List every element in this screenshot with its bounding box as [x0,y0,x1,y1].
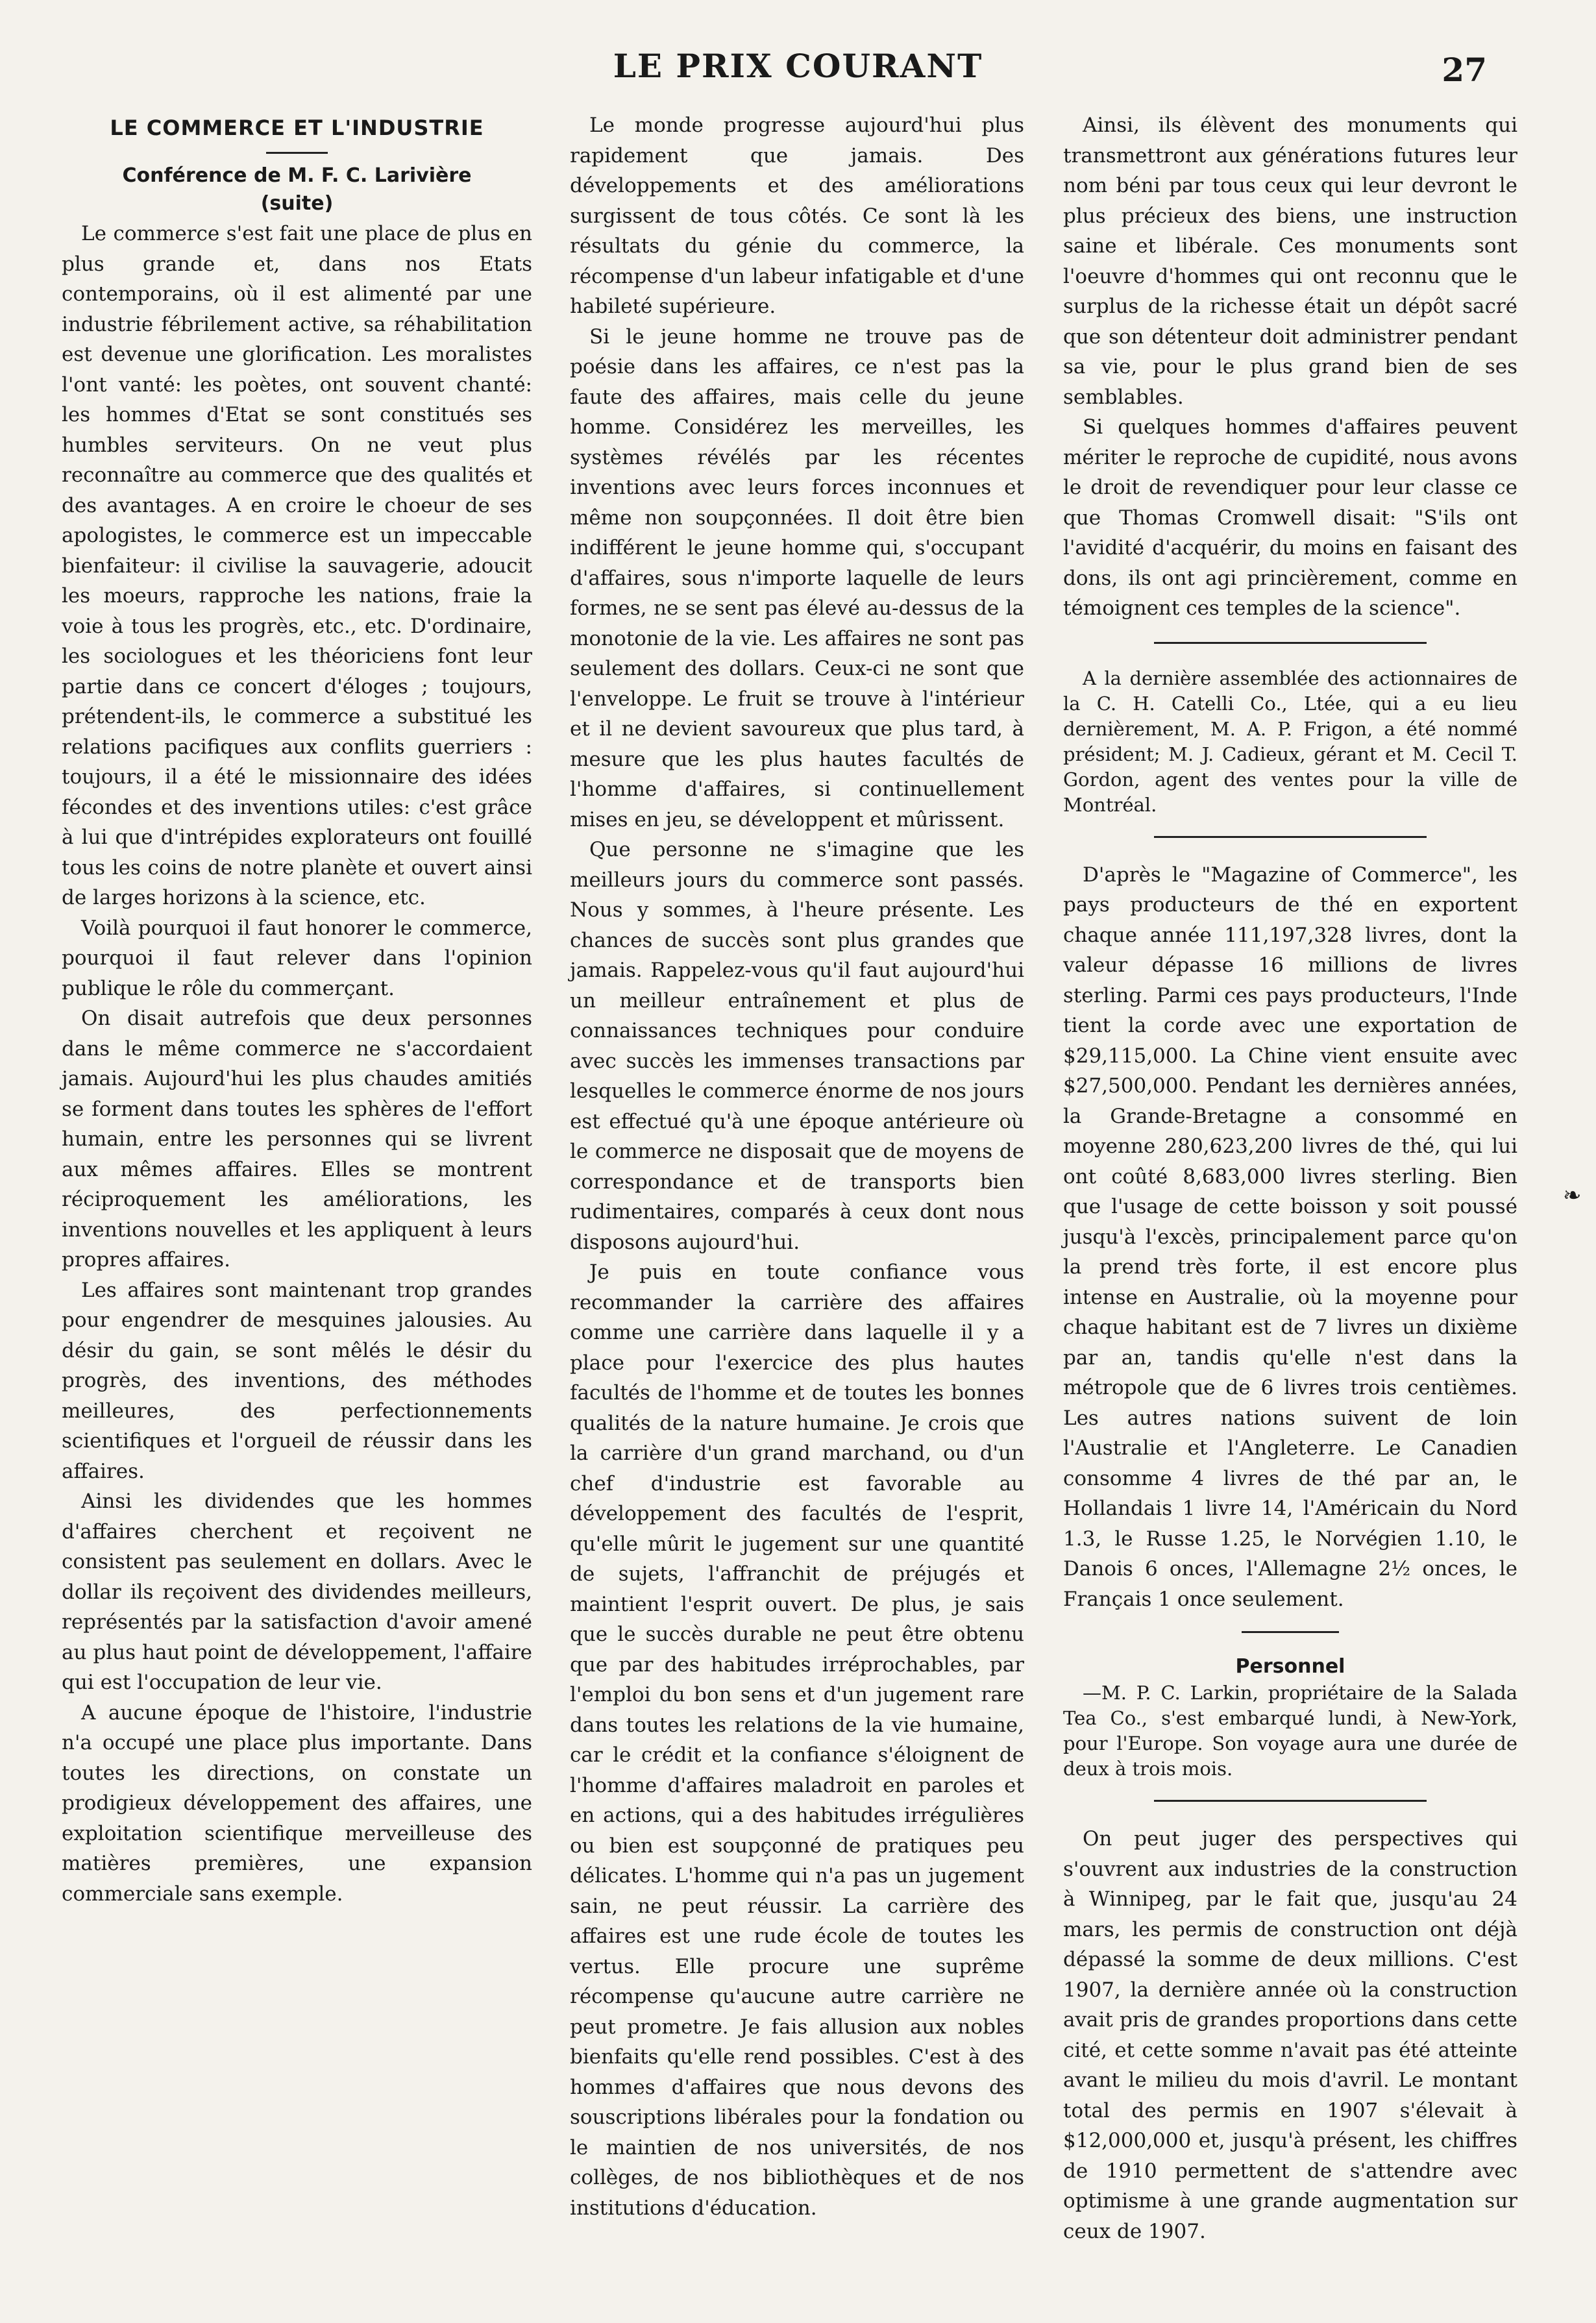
article-paragraph: Voilà pourquoi il faut honorer le commerce, pourquoi il faut relever dans l'opinion publique le rôle du commerçant. [62,916,532,1000]
personnel-text: —M. P. C. Larkin, propriétaire de la Salada Tea Co., s'est embarqué lundi, à New-York, pour l'Europe. Son voyage aura une durée de deux à trois mois. [1063,1682,1517,1780]
article-paragraph: Si le jeune homme ne trouve pas de poésie dans les affaires, ce n'est pas la faute des affaires, mais celle du jeune homme. Considérez les merveilles, les systèmes révélés par les récentes inventions avec leurs forces inconnues et même non soupçonnées. Il doit être bien indifférent le jeune homme qui, s'occupant d'affaires, sous n'importe laquelle de leurs formes, ne se sent pas élevé au-dessus de la monotonie de la vie. Les affaires ne sont pas seulement des dollars. Ceux-ci ne sont que l'enveloppe. Le fruit se trouve à l'intérieur et il ne devient savoureux que plus tard, à mesure que les plus hautes facultés de l'homme d'affaires, si continuellement mises en jeu, se développent et mûrissent. [570,325,1024,831]
article-paragraph: Le monde progresse aujourd'hui plus rapidement que jamais. Des développements et des améliorations surgissent de tous côtés. Ce sont là les résultats du génie du commerce, la récompense d'un labeur infatigable et d'une habileté supérieure. [570,114,1024,318]
column-3 [1063,110,1517,2246]
article-paragraph: Je puis en toute confiance vous recommander la carrière des affaires comme une carrière dans laquelle il y a place pour l'exercice des plus hautes facultés de l'homme et de toutes les bonnes qualités de la nature humaine. Je crois que la carrière d'un grand marchand, ou d'un chef d'industrie est favorable au développement des facultés de l'esprit, qu'elle mûrit le jugement sur une quantité de sujets, l'affranchit de préjugés et maintient l'esprit ouvert. De plus, je sais que le succès durable ne peut être obtenu que par des habitudes irréprochables, par l'emploi du bon sens et d'un jugement rare dans toutes les relations de la vie humaine, car le crédit et la confiance s'éloignent de l'homme d'affaires maladroit en paroles et en actions, qui a des habitudes irrégulières ou bien est soupçonné de pratiques peu délicates. L'homme qui n'a pas un jugement sain, ne peut réussir. La carrière des affaires est une rude école de toutes les vertus. Elle procure une suprême récompense qu'aucune autre carrière ne peut prometre. Je fais allusion aux nobles bienfaits qu'elle rend possibles. C'est à des hommes d'affaires que nous devons des souscriptions libérales pour la fondation ou le maintien de nos universités, de nos collèges, de nos bibliothèques et de nos institutions d'éducation. [570,1260,1024,2220]
article-paragraph: A aucune époque de l'histoire, l'industrie n'a occupé une place plus importante. Dans toutes les directions, on constate un prodigieux développement des affaires, une exploitation scientifique merveilleuse des matières premières, une expansion commerciale sans exemple. [62,1701,532,1906]
section-rule [1242,1631,1339,1633]
fleuron-ornament-icon: ❧ [1563,1183,1582,1209]
article-title: LE COMMERCE ET L'INDUSTRIE [110,116,484,140]
notice-catelli: A la dernière assemblée des actionnaires de la C. H. Catelli Co., Ltée, qui a eu lieu dernièrement, M. A. P. Frigon, a été nommé président; M. J. Cadieux, gérant et M. Cecil T. Gordon, agent des ventes pour la ville de Montréal. [1063,667,1517,816]
personnel-heading: Personnel [1235,1655,1345,1678]
article-paragraph: Les affaires sont maintenant trop grandes pour engendrer de mesquines jalousies. Au désir du gain, se sont mêlés le désir du progrès, des inventions, des méthodes meilleures, des perfectionnements scientifiques et l'orgueil de réussir dans les affaires. [62,1278,532,1483]
article-paragraph: Si quelques hommes d'affaires peuvent mériter le reproche de cupidité, nous avons le droit de revendiquer pour leur classe ce que Thomas Cromwell disait: "S'ils ont l'avidité d'acquérir, du moins en faisant des dons, ils ont agi princièrement, comme en témoignent ces temples de la science". [1063,415,1517,620]
article-paragraph: Ainsi, ils élèvent des monuments qui transmettront aux générations futures leur nom béni par tous ceux qui leur devront le plus précieux des biens, une instruction saine et libérale. Ces monuments sont l'oeuvre d'hommes qui ont reconnu que le surplus de la richesse était un dépôt sacré que son détenteur doit administrer pendant sa vie, pour le plus grand bien de ses semblables. [1063,114,1517,409]
notice-winnipeg: On peut juger des perspectives qui s'ouvrent aux industries de la construction à Winnipeg, par le fait que, jusqu'au 24 mars, les permis de construction ont déjà dépassé la somme de deux millions. C'est 1907, la dernière année où la construction avait pris de grandes proportions dans cette cité, et cette somme n'avait pas été atteinte avant le milieu du mois d'avril. Le montant total des permis en 1907 s'élevait à $12,000,000 et, jusqu'à présent, les chiffres de 1910 permettent de s'attendre avec optimisme à une grande augmentation sur ceux de 1907. [1063,1827,1517,2243]
column-2 [570,110,1024,2223]
running-title: LE PRIX COURANT [613,47,983,85]
article-paragraph: Ainsi les dividendes que les hommes d'affaires cherchent et reçoivent ne consistent pas seulement en dollars. Avec le dollar ils reçoivent des dividendes meilleurs, représentés par la satisfaction d'avoir amené au plus haut point de développement, l'affaire qui est l'occupation de leur vie. [62,1490,532,1694]
article-continued: (suite) [260,192,334,215]
article-subtitle: Conférence de M. F. C. Larivière [122,164,472,187]
page-header [0,47,1596,92]
section-rule [1154,836,1427,838]
article-paragraph: Que personne ne s'imagine que les meilleurs jours du commerce sont passés. Nous y sommes, à l'heure présente. Les chances de succès sont plus grandes que jamais. Rappelez-vous qu'il faut aujourd'hui un meilleur entraînement et plus de connaissances techniques pour conduire avec succès les immenses transactions par lesquelles le commerce énorme de nos jours est effectué qu'à une époque antérieure où le commerce ne disposait que de moyens de correspondance et de transports bien rudimentaires, comparés à ceux dont nous disposons aujourd'hui. [570,838,1024,1254]
section-rule [1154,642,1427,644]
notice-tea: D'après le "Magazine of Commerce", les pays producteurs de thé en exportent chaque année 111,197,328 livres, dont la valeur dépasse 16 millions de livres sterling. Parmi ces pays producteurs, l'Inde tient la corde avec une exportation de $29,115,000. La Chine vient ensuite avec $27,500,000. Pendant les dernières années, la Grande-Bretagne a consommé en moyenne 280,623,200 livres de thé, qui lui ont coûté 8,683,000 livres sterling. Bien que l'usage de cette boisson y soit poussé jusqu'à l'excès, principalement parce qu'on la prend très forte, il est encore plus intense en Australie, où la moyenne pour chaque habitant est de 7 livres un dixième par an, tandis qu'elle n'est dans la métropole que de 6 livres trois centièmes. Les autres nations suivent de loin l'Australie et l'Angleterre. Le Canadien consomme 4 livres de thé par an, le Hollandais 1 livre 14, l'Américain du Nord 1.3, le Russe 1.25, le Norvégien 1.10, le Danois 6 onces, l'Allemagne 2½ onces, le Français 1 once seulement. [1063,863,1517,1611]
article-paragraph: On disait autrefois que deux personnes dans le même commerce ne s'accordaient jamais. Aujourd'hui les plus chaudes amitiés se forment dans toutes les sphères de l'effort humain, entre les personnes qui se livrent aux mêmes affaires. Elles se montrent réciproquement les améliorations, les inventions nouvelles et les appliquent à leurs propres affaires. [62,1007,532,1272]
column-1 [62,110,532,1909]
title-rule [266,152,328,154]
article-paragraph: Le commerce s'est fait une place de plus en plus grande et, dans nos Etats contemporains, où il est alimenté par une industrie fébrilement active, sa réhabilitation est devenue une glorification. Les moralistes l'ont vanté: les poètes, ont souvent chanté: les hommes d'Etat se sont constitués ses humbles serviteurs. On ne veut plus reconnaître au commerce que des qualités et des avantages. A en croire le choeur de ses apologistes, le commerce est un impeccable bienfaiteur: il civilise la sauvagerie, adoucit les moeurs, rapproche les nations, fraie la voie à tous les progrès, etc., etc. D'ordinaire, les sociologues et les théoriciens font leur partie dans ce concert d'éloges ; toujours, prétendent-ils, le commerce a substitué les relations pacifiques aux conflits guerriers : toujours, il a été le missionnaire des idées fécondes et des inventions utiles: c'est grâce à lui que d'intrépides explorateurs ont fouillé tous les coins de notre planète et ouvert ainsi de larges horizons à la science, etc. [62,222,532,909]
section-rule [1154,1800,1427,1802]
page-number: 27 [1442,51,1487,89]
